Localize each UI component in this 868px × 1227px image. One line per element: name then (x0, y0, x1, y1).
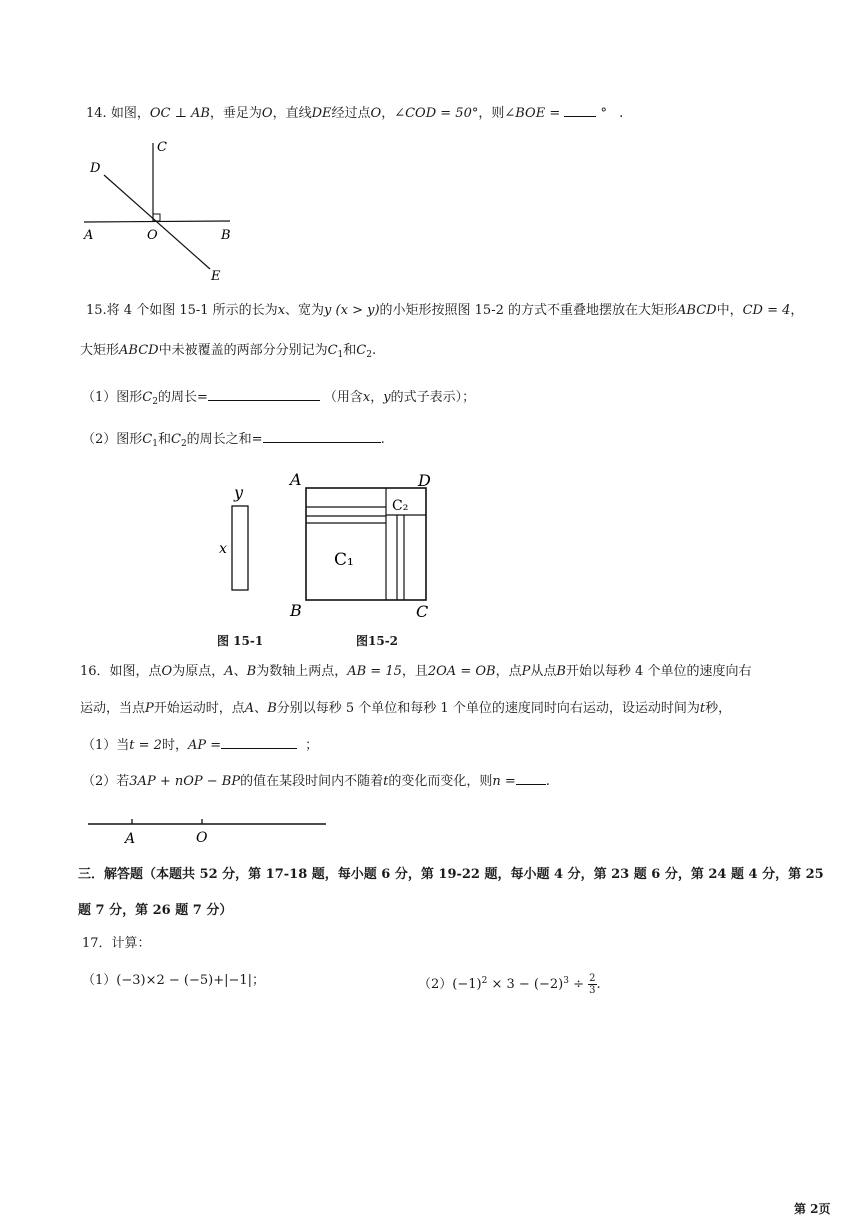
q15-line2-d: . (371, 343, 377, 358)
q15-p1-comma: ， (370, 390, 384, 405)
q15-p2-s1: 1 (152, 439, 158, 449)
q14-label-a: A (84, 228, 94, 243)
q15-small-rectangle (232, 506, 248, 590)
q16-b3: B (267, 701, 277, 716)
q15-p1-c: C (142, 390, 153, 405)
q15-abcd: ABCD (677, 303, 717, 318)
q14-text (86, 104, 623, 123)
q14-text-c: ，直线 (272, 106, 312, 121)
q16-p2: P (145, 701, 154, 716)
q14-text-a: 如图， (110, 106, 150, 121)
q16-p1-a: （1）当 (82, 738, 130, 753)
q16-line2-c: 分别以每秒 5 个单位和每秒 1 个单位的速度同时向右运动，设运动时间为 (276, 701, 700, 716)
q14-label-b: B (221, 228, 231, 243)
q14-text-e: ， (381, 106, 395, 121)
q15-line1-e: ， (790, 303, 804, 318)
q17-p1-label: （1） (82, 973, 117, 988)
q15-p1-answer-blank[interactable] (208, 388, 320, 401)
q17-title: 17．计算： (82, 936, 151, 951)
q17-p2-label: （2） (418, 977, 453, 992)
q15-fig2-label-a: A (290, 470, 302, 489)
section3-heading-line2: 题 7 分，第 26 题 7 分） (78, 903, 233, 918)
q16-axis-label-o: O (196, 830, 208, 846)
q16-p2-t: t (383, 774, 389, 789)
q15-c2: C (356, 343, 367, 358)
q14-de: DE (311, 106, 332, 121)
q15-fig1-label-x: x (219, 541, 227, 557)
q16-p2-n: n = (492, 774, 516, 789)
q15-p2-c1: C (142, 432, 153, 447)
q15-figure-2 (282, 466, 442, 626)
q16-part1 (82, 736, 318, 755)
q15-fig2-label-c2: C₂ (392, 498, 409, 514)
q16-p2-b: 的值在某段时间内不随着 (240, 774, 384, 789)
q15-p2-and: 和 (157, 432, 171, 447)
q16-ab: AB = 15 (347, 664, 402, 679)
q16-line2-d: 秒， (705, 701, 732, 716)
q15-p1-hint: （用含 (323, 390, 363, 405)
q15-line1 (86, 302, 803, 320)
q16-line2-a: 运动，当点 (80, 701, 146, 716)
q15-part2 (82, 430, 385, 453)
q15-p2-a: （2）图形 (82, 432, 143, 447)
q15-line1-d: 中， (716, 303, 743, 318)
q14-label-c: C (157, 140, 167, 155)
q15-x: x (277, 303, 286, 318)
q15-p2-answer-blank[interactable] (263, 430, 381, 443)
q16-p1-t: t = 2 (129, 738, 162, 753)
q16-eq: 2OA = OB (427, 664, 496, 679)
q16-p1-b: 时， (161, 738, 188, 753)
q15-p1-sub: 2 (152, 397, 158, 407)
q15-fig2-label-c1: C₁ (334, 550, 354, 570)
q15-fig2-label-c: C (416, 602, 429, 621)
q15-cd: CD = 4 (742, 303, 791, 318)
q14-text-d: 经过点 (331, 106, 371, 121)
q16-p2-c: 的变化而变化，则 (388, 774, 493, 789)
q16-line1-b: 为原点， (172, 664, 225, 679)
q15-p1-x: x (362, 390, 371, 405)
q17-p2-numerator: 2 (589, 973, 596, 984)
q15-p2-s2: 2 (180, 439, 187, 449)
q17-p2-expr-b: × 3 − (−2) (487, 977, 564, 992)
q17-p1-expr: (−3)×2 − (−5)+|−1|； (116, 973, 266, 988)
q16-p1-end: ； (305, 738, 319, 753)
q14-label-d: D (90, 161, 101, 176)
q17-p2-end: . (596, 977, 601, 992)
q14-number: 14. (86, 106, 107, 121)
q14-answer-blank[interactable] (564, 104, 596, 117)
q17-p2-denominator: 3 (589, 985, 596, 996)
q16-line1-g: 开始以每秒 4 个单位的速度向右 (565, 664, 752, 679)
q16-line2-b: 开始运动时，点 (153, 701, 245, 716)
q16-p2-a: （2）若 (82, 774, 130, 789)
q15-line2-b: 中未被覆盖的两部分分别记为 (158, 343, 328, 358)
q16-line1-d: ，且 (401, 664, 428, 679)
q16-b2: B (556, 664, 566, 679)
q16-o: O (161, 664, 173, 679)
q16-t: t (699, 701, 706, 716)
q16-a2: A (244, 701, 255, 716)
q15-fig1-label-y: y (234, 483, 244, 502)
q14-o2: O (370, 106, 382, 121)
q16-line1 (80, 663, 751, 681)
q16-line1-f: 从点 (530, 664, 557, 679)
q15-line1-a: 15.将 4 个如图 15-1 所示的长为 (86, 303, 278, 318)
q16-number-line (88, 812, 348, 848)
q15-line2 (80, 342, 376, 364)
q15-abcd2: ABCD (119, 343, 159, 358)
q17-p2-fraction (588, 973, 596, 996)
page-number: 第 2页 (794, 1202, 831, 1216)
q15-p1-b: 的周长= (157, 390, 208, 405)
q14-text-b: ，垂足为 (209, 106, 262, 121)
q16-part2 (82, 772, 550, 791)
q15-c2-sub: 2 (366, 350, 372, 360)
q16-b: B (246, 664, 257, 679)
q16-p1-ap: AP = (187, 738, 222, 753)
q14-o: O (261, 106, 273, 121)
q14-expr3: ∠BOE = (504, 106, 561, 121)
q16-p2-end: . (545, 774, 550, 789)
q14-expr1: OC ⊥ AB (149, 106, 210, 121)
q16-p1-answer-blank[interactable] (221, 736, 297, 749)
q15-p1-a: （1）图形 (82, 390, 143, 405)
q17-p2-expr-c: ÷ (568, 977, 589, 992)
q15-part1 (82, 388, 475, 411)
q15-line1-b: 、宽为 (285, 303, 325, 318)
q17-p2-expr-a: (−1) (452, 977, 482, 992)
q15-cond: (x > y) (335, 303, 380, 318)
q15-y: y (324, 303, 332, 318)
q15-p2-b: 的周长之和= (186, 432, 263, 447)
q15-c1-sub: 1 (337, 350, 344, 360)
q16-line2 (80, 700, 731, 718)
q16-a: A (224, 664, 234, 679)
q17-part1 (82, 972, 265, 990)
q16-sep: 、 (233, 664, 247, 679)
q15-p2-c2: C (170, 432, 181, 447)
q15-fig2-label-d: D (418, 471, 431, 490)
q16-p: P (521, 664, 531, 679)
q17-part2 (418, 968, 601, 998)
q15-p1-hint2: 的式子表示）； (390, 390, 476, 405)
q14-text-f: ，则 (478, 106, 505, 121)
q15-line2-c: 和 (343, 343, 357, 358)
q14-figure (80, 135, 250, 285)
q16-p2-expr: 3AP + nOP − BP (129, 774, 241, 789)
q16-line1-a: 16．如图，点 (80, 664, 162, 679)
q16-line1-c: 为数轴上两点， (256, 664, 348, 679)
q15-p1-y: y (383, 390, 391, 405)
q15-c1: C (327, 343, 338, 358)
q15-fig2-caption: 图15-2 (356, 634, 399, 648)
q14-expr2: ∠COD = 50° (394, 106, 479, 121)
q15-figure-1 (210, 480, 270, 600)
section3-heading-line1: 三．解答题（本题共 52 分，第 17-18 题，每小题 6 分，第 19-22 题，每小题 4 分，第 23 题 6 分，第 24 题 4 分，第 25 (78, 867, 824, 882)
q15-fig1-caption: 图 15-1 (217, 634, 264, 648)
q15-line2-a: 大矩形 (80, 343, 120, 358)
q15-p2-end: . (380, 432, 385, 447)
q14-degree: ° (600, 106, 607, 121)
q14-label-e: E (211, 269, 221, 284)
q16-p2-answer-blank[interactable] (516, 772, 546, 785)
q14-period: . (619, 106, 624, 121)
q16-sep2: 、 (254, 701, 268, 716)
q15-fig2-label-b: B (290, 601, 302, 620)
q16-axis-label-a: A (125, 831, 136, 847)
q16-line1-e: ，点 (495, 664, 522, 679)
q17-p2-sup1: 2 (481, 976, 488, 986)
q15-line1-c: 的小矩形按照图 15-2 的方式不重叠地摆放在大矩形 (379, 303, 678, 318)
q17-p2-sup2: 3 (563, 976, 569, 986)
q14-label-o: O (147, 228, 158, 243)
